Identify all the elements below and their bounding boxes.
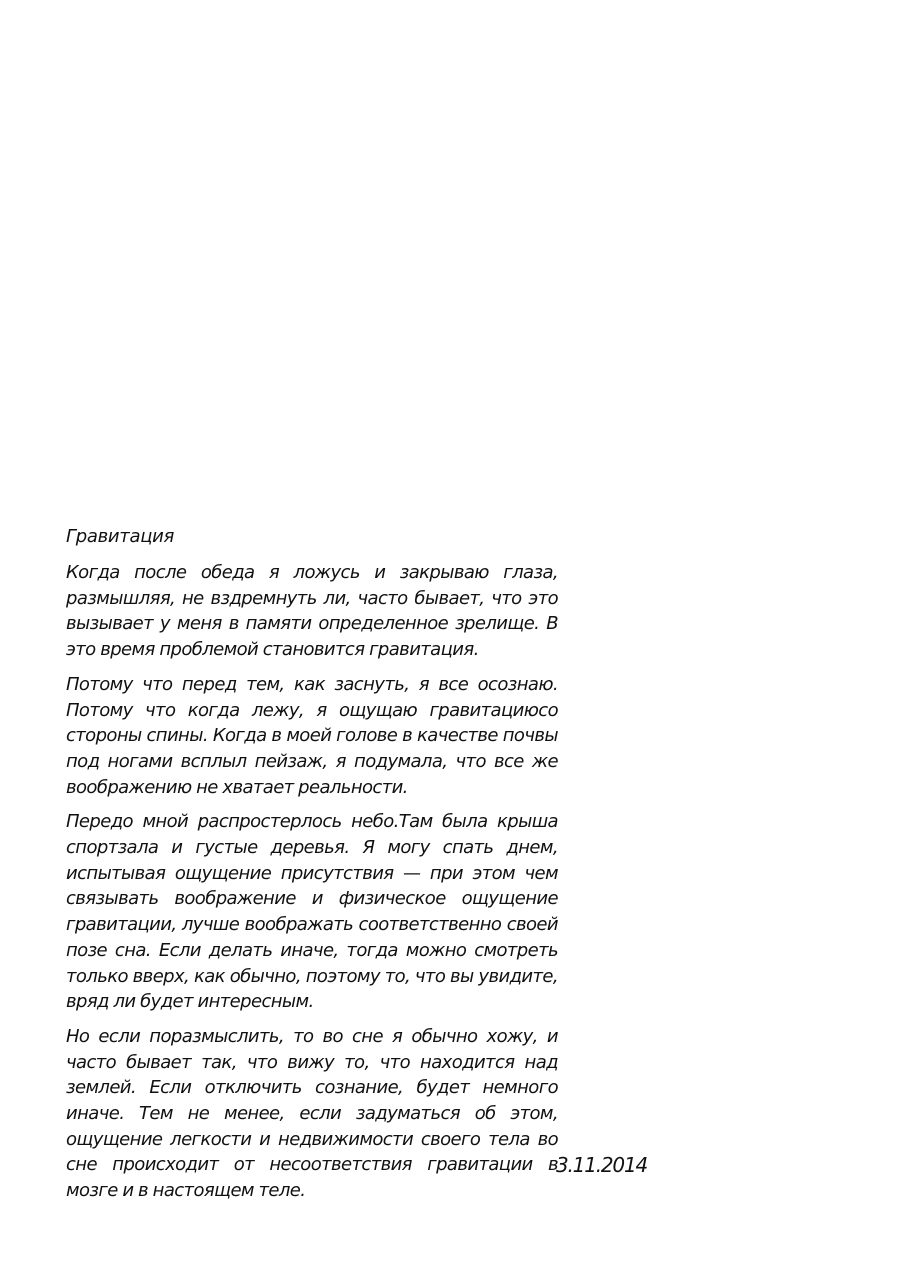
paragraph-3: Передо мной распростерлось небо.Там была крыша спортзала и густые деревья. Я могу спать днем, испытывая ощущение присутствия — при этом чем связывать воображение и физическое ощущение гравитации, лучше воображать соответственно своей позе сна. Если делать иначе, тогда можно смотреть только вверх, как обычно, поэтому то, что вы увидите, вряд ли будет интересным. bbox=[66, 811, 558, 1013]
document-date: 3.11.2014 bbox=[556, 1153, 647, 1177]
document-title: Гравитация bbox=[66, 526, 175, 547]
document-content bbox=[66, 524, 558, 1213]
paragraph-4: Но если поразмыслить, то во сне я обычно хожу, и часто бывает так, что вижу то, что находится над землей. Если отключить сознание, будет немного иначе. Тем не менее, если задуматься об этом, ощущение легкости и недвижимости своего тела во сне происходит от несоответствия гравитации в мозге и в настоящем теле. bbox=[66, 1025, 558, 1202]
paragraph-2: Потому что перед тем, как заснуть, я все осознаю. Потому что когда лежу, я ощущаю гравитациюсо стороны спины. Когда в моей голове в качестве почвы под ногами всплыл пейзаж, я подумала, что все же воображению не хватает реальности. bbox=[66, 673, 558, 798]
paragraph-1: Когда после обеда я ложусь и закрываю глаза, размышляя, не вздремнуть ли, часто бывает, что это вызывает у меня в памяти определенное зрелище. В это время проблемой становится гравитация. bbox=[66, 562, 558, 661]
